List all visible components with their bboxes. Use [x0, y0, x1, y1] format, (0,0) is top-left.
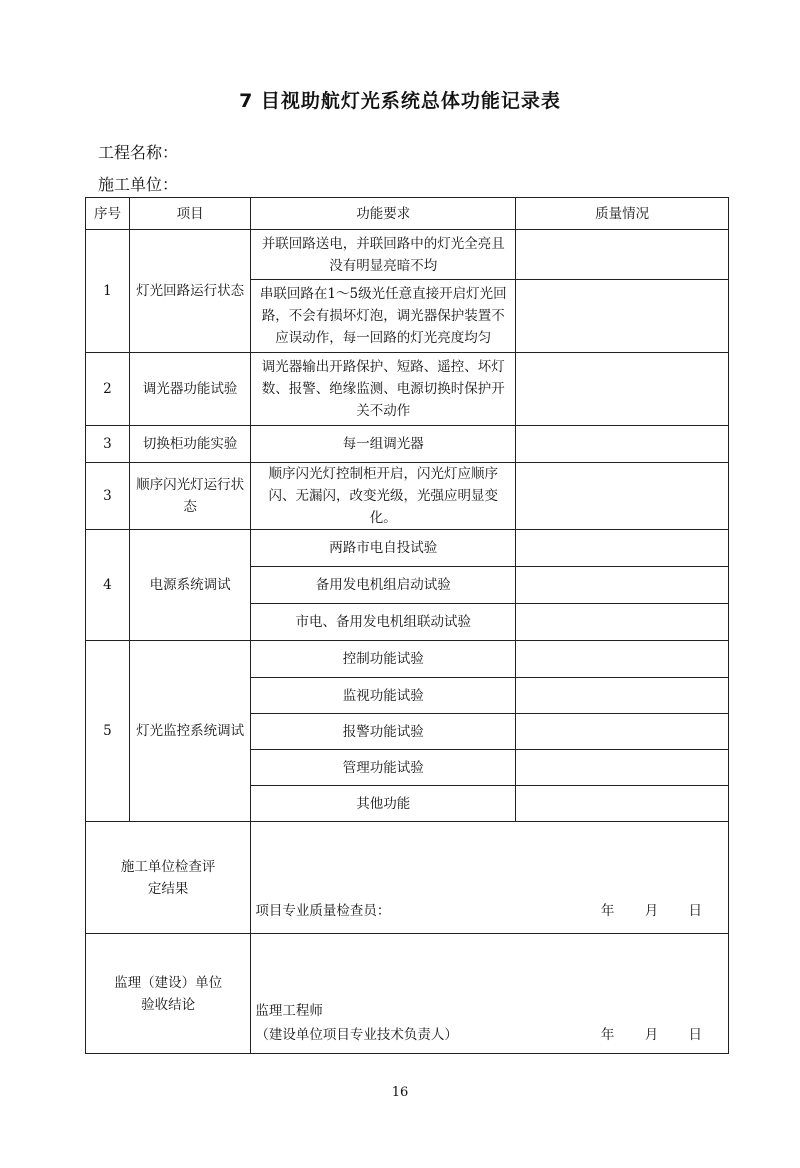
- row-item: 切换柜功能实验: [129, 426, 250, 463]
- quality-cell[interactable]: [516, 353, 729, 426]
- quality-cell[interactable]: [516, 530, 729, 567]
- supervision-label-line1: 监理（建设）单位: [114, 974, 223, 991]
- supervision-signoff-row: [86, 934, 729, 1054]
- table-row: [86, 463, 729, 530]
- supervision-signoff-field[interactable]: [251, 934, 729, 1054]
- row-requirement: 两路市电自投试验: [251, 530, 516, 567]
- supervision-date: 年 月 日: [600, 1027, 702, 1043]
- row-requirement: 顺序闪光灯控制柜开启，闪光灯应顺序闪、无漏闪，改变光级，光强应明显变化。: [251, 463, 516, 530]
- quality-cell[interactable]: [516, 786, 729, 822]
- construction-signoff-field[interactable]: [251, 822, 729, 934]
- row-requirement: 串联回路在1～5级光任意直接开启灯光回路，不会有损坏灯泡，调光器保护装置不应误动作，每一回路的灯光亮度均匀: [251, 280, 516, 353]
- row-no: 1: [86, 230, 130, 353]
- quality-cell[interactable]: [516, 714, 729, 750]
- row-no: 3: [86, 463, 130, 530]
- quality-cell[interactable]: [516, 567, 729, 604]
- owner-tech-lead-label: （建设单位项目专业技术负责人）: [255, 1027, 458, 1043]
- quality-cell[interactable]: [516, 426, 729, 463]
- quality-cell[interactable]: [516, 750, 729, 786]
- table-row: [86, 353, 729, 426]
- supervisor-label: 监理工程师: [255, 1003, 323, 1019]
- row-requirement: 管理功能试验: [251, 750, 516, 786]
- row-item: 灯光回路运行状态: [129, 230, 250, 353]
- header-requirement: 功能要求: [251, 198, 516, 230]
- table-row: [86, 641, 729, 678]
- row-item: 调光器功能试验: [129, 353, 250, 426]
- construction-unit-label: 施工单位：: [98, 175, 179, 194]
- row-requirement: 控制功能试验: [251, 641, 516, 678]
- construction-label-line1: 施工单位检查评: [120, 858, 216, 875]
- row-item: 电源系统调试: [129, 530, 250, 641]
- row-requirement: 监视功能试验: [251, 678, 516, 714]
- table-header-row: [86, 198, 729, 230]
- quality-cell[interactable]: [516, 678, 729, 714]
- row-item: 顺序闪光灯运行状态: [129, 463, 250, 530]
- header-quality: 质量情况: [516, 198, 729, 230]
- row-requirement: 报警功能试验: [251, 714, 516, 750]
- page-number: 16: [391, 1085, 409, 1100]
- construction-signoff-label: [86, 822, 251, 934]
- quality-cell[interactable]: [516, 641, 729, 678]
- construction-signoff-row: [86, 822, 729, 934]
- row-no: 2: [86, 353, 130, 426]
- row-requirement: 每一组调光器: [251, 426, 516, 463]
- function-record-table: [85, 197, 729, 1054]
- quality-cell[interactable]: [516, 463, 729, 530]
- row-requirement: 调光器输出开路保护、短路、遥控、坏灯数、报警、绝缘监测、电源切换时保护开关不动作: [251, 353, 516, 426]
- quality-cell[interactable]: [516, 604, 729, 641]
- table-row: [86, 530, 729, 567]
- row-requirement: 市电、备用发电机组联动试验: [251, 604, 516, 641]
- row-no: 4: [86, 530, 130, 641]
- row-requirement: 其他功能: [251, 786, 516, 822]
- construction-label-line2: 定结果: [147, 880, 189, 897]
- supervision-signoff-label: [86, 934, 251, 1054]
- row-no: 3: [86, 426, 130, 463]
- header-no: 序号: [86, 198, 130, 230]
- row-requirement: 备用发电机组启动试验: [251, 567, 516, 604]
- quality-cell[interactable]: [516, 230, 729, 280]
- header-item: 项目: [129, 198, 250, 230]
- row-item: 灯光监控系统调试: [129, 641, 250, 822]
- supervision-label-line2: 验收结论: [141, 996, 196, 1013]
- project-name-label: 工程名称：: [98, 143, 179, 162]
- table-row: [86, 230, 729, 280]
- quality-inspector-label: 项目专业质量检查员：: [255, 903, 391, 919]
- page-title: 7 目视助航灯光系统总体功能记录表: [239, 90, 561, 112]
- quality-cell[interactable]: [516, 280, 729, 353]
- row-requirement: 并联回路送电，并联回路中的灯光全亮且没有明显亮暗不均: [251, 230, 516, 280]
- row-no: 5: [86, 641, 130, 822]
- table-row: [86, 426, 729, 463]
- construction-date: 年 月 日: [600, 903, 702, 919]
